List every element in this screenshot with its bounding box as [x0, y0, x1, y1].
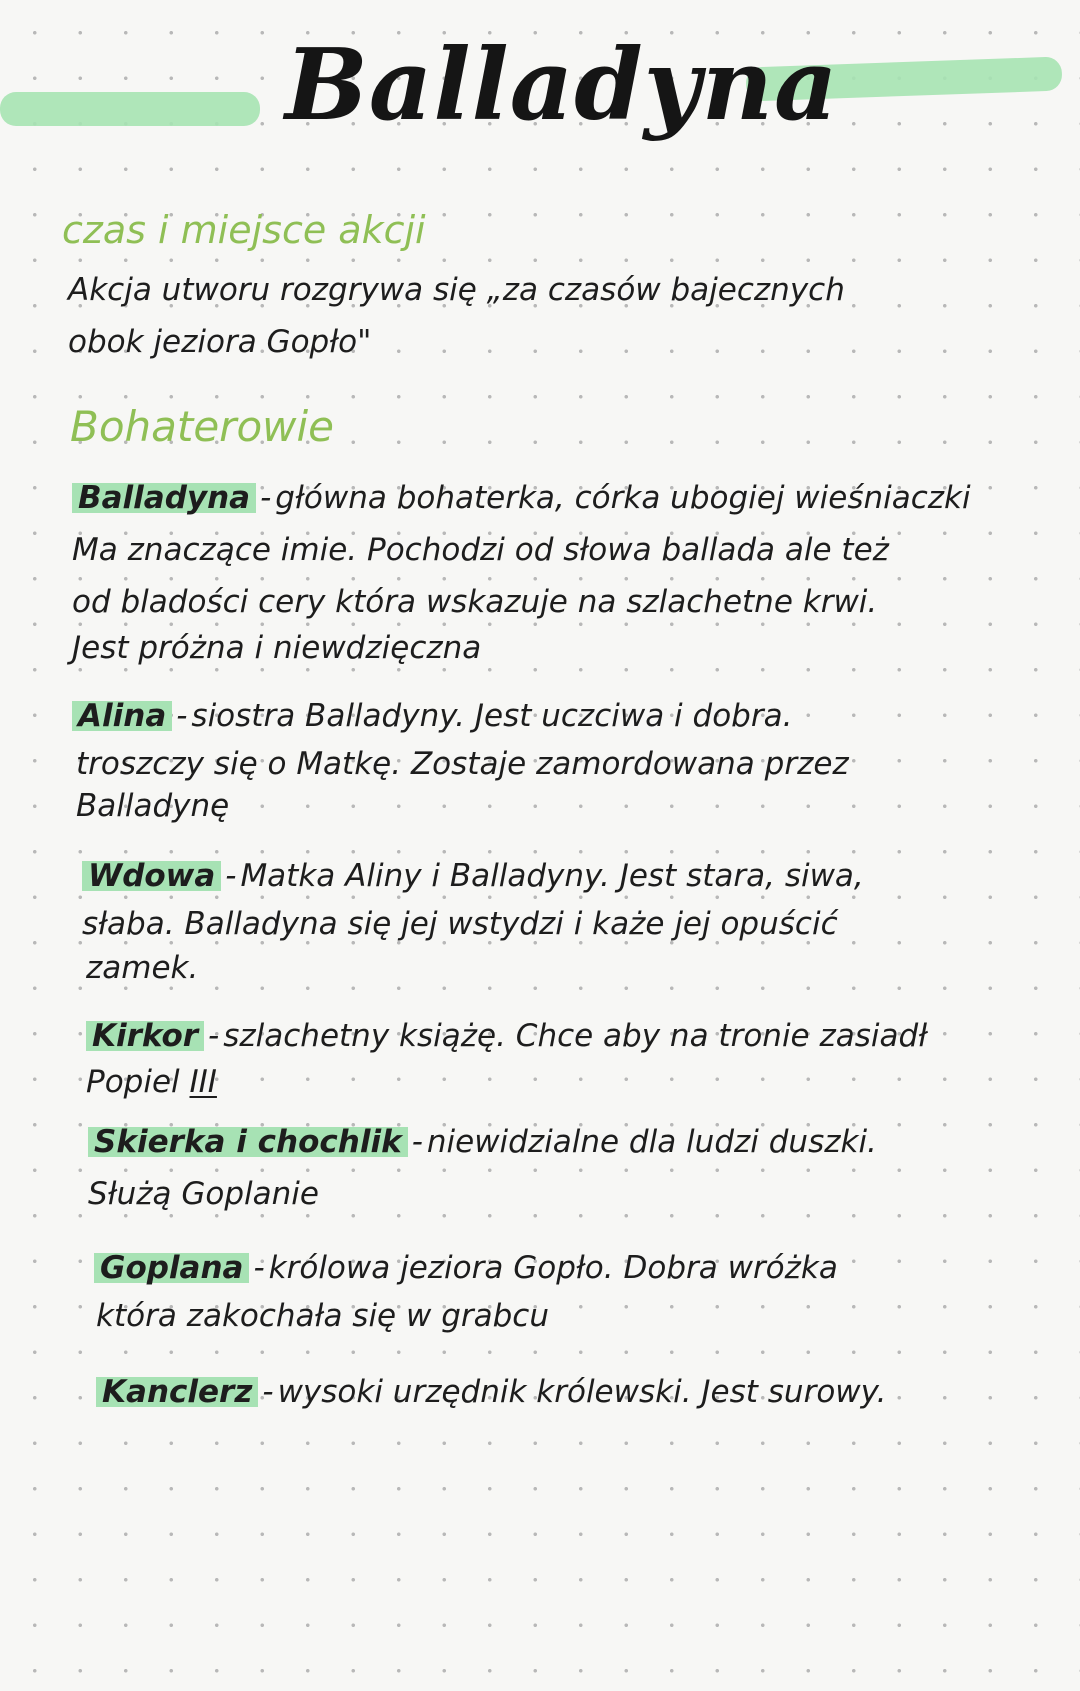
character-description: niewidzialne dla ludzi duszki. — [426, 1124, 877, 1160]
character-name: Kirkor — [86, 1018, 204, 1054]
dash: - — [262, 1374, 274, 1410]
dash: - — [176, 698, 188, 734]
character-description: szlachetny książę. Chce aby na tronie zasiadł — [223, 1018, 928, 1054]
dash: - — [253, 1250, 265, 1286]
page-title: Balladyna — [285, 28, 839, 143]
character-line: która zakochała się w grabcu — [96, 1298, 549, 1334]
character-line: Jest próżna i niewdzięczna — [72, 630, 482, 666]
character-name: Kanclerz — [96, 1374, 258, 1410]
czas-line-1: Akcja utworu rozgrywa się „za czasów bajecznych — [68, 272, 845, 308]
character-entry-kirkor — [86, 1018, 927, 1054]
czas-line-2: obok jeziora Gopło" — [68, 324, 372, 360]
character-entry-kanclerz — [96, 1374, 886, 1410]
character-line: Balladynę — [76, 788, 230, 824]
dash: - — [225, 858, 237, 894]
character-line — [86, 1064, 217, 1100]
character-name: Wdowa — [82, 858, 221, 894]
character-description: główna bohaterka, córka ubogiej wieśniaczki — [275, 480, 971, 516]
character-name: Skierka i chochlik — [88, 1124, 408, 1160]
character-line: słaba. Balladyna się jej wstydzi i każe jej opuścić — [82, 906, 838, 942]
character-description: królowa jeziora Gopło. Dobra wróżka — [268, 1250, 838, 1286]
character-description: Matka Aliny i Balladyny. Jest stara, siwa, — [240, 858, 864, 894]
character-name: Balladyna — [72, 480, 256, 516]
section-heading-bohaterowie: Bohaterowie — [70, 402, 334, 451]
character-entry-balladyna — [72, 480, 971, 516]
character-line: zamek. — [86, 950, 199, 986]
character-entry-skierka-chochlik — [88, 1124, 877, 1160]
character-entry-goplana — [94, 1250, 838, 1286]
character-line: troszczy się o Matkę. Zostaje zamordowana przez — [76, 746, 849, 782]
section-heading-czas: czas i miejsce akcji — [62, 208, 426, 252]
character-entry-alina — [72, 698, 792, 734]
character-line: od bladości cery która wskazuje na szlachetne krwi. — [72, 584, 878, 620]
popiel-text: Popiel — [86, 1064, 180, 1100]
character-line: Ma znaczące imie. Pochodzi od słowa ballada ale też — [72, 532, 889, 568]
title-highlight-left — [0, 92, 260, 126]
dash: - — [260, 480, 272, 516]
character-description: wysoki urzędnik królewski. Jest surowy. — [277, 1374, 887, 1410]
dash: - — [208, 1018, 220, 1054]
character-description: siostra Balladyny. Jest uczciwa i dobra. — [191, 698, 793, 734]
character-name: Alina — [72, 698, 172, 734]
character-name: Goplana — [94, 1250, 249, 1286]
dash: - — [411, 1124, 423, 1160]
character-line: Służą Goplanie — [88, 1176, 319, 1212]
roman-numeral: III — [189, 1064, 217, 1100]
character-entry-wdowa — [82, 858, 864, 894]
